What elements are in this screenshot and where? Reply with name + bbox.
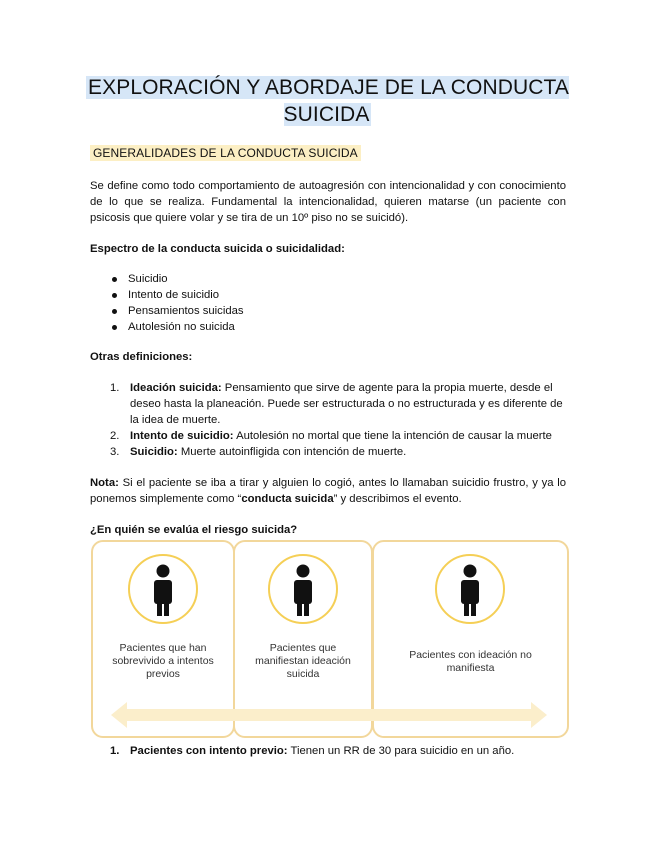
section-heading: GENERALIDADES DE LA CONDUCTA SUICIDA [90,145,361,161]
page-title [60,74,595,128]
person-icon [130,556,196,622]
bottom-list-item [90,743,514,759]
list-item: Autolesión no suicida [90,319,244,335]
person-circle [268,554,338,624]
list-item: Intento de suicidio [90,287,244,303]
risk-panel-label: Pacientes con ideación no manifiesta [409,649,532,674]
other-definitions-heading: Otras definiciones: [90,351,193,363]
definition-term: Suicidio: [130,446,178,458]
spectrum-list [90,271,244,335]
risk-panel-label: Pacientes que han sobrevivido a intentos previos [112,642,214,680]
risk-diagram [91,540,567,738]
note-paragraph [90,475,566,507]
definition-term: Intento de suicidio: [130,430,234,442]
list-item: Suicidio [90,271,244,287]
person-circle [128,554,198,624]
bottom-item-text: Tienen un RR de 30 para suicidio en un año. [287,745,515,757]
page-title-text: EXPLORACIÓN Y ABORDAJE DE LA CONDUCTA SUICIDA [88,76,569,126]
definition-text: Pensamiento que sirve de agente para la propia muerte, desde el deseo hasta la planeación. Puede ser estructurada o no estructurada y es diferente de la idea de muerte. [130,382,563,426]
definitions-list [90,380,566,460]
bottom-item-number: 1. [110,745,120,757]
person-icon [437,556,503,622]
bottom-item-term: Pacientes con intento previo: [130,745,288,757]
risk-panel-label: Pacientes que manifiestan ideación suicida [255,642,351,680]
definition-number: 1. [110,382,120,394]
note-text-before: Si el paciente se iba a tirar y alguien lo cogió, antes lo llamaban suicidio frustro, y ya lo ponemos simplemente como “ [90,477,566,505]
list-item: Pensamientos suicidas [90,303,244,319]
definition-number: 3. [110,446,120,458]
intro-paragraph: Se define como todo comportamiento de autoagresión con intencionalidad y con conocimiento de lo que se realiza. Fundamental la intencionalidad, quieren matarse (un paciente con psicosis que quiere volar y se tira de un 10º piso no se suicidó). [90,180,566,224]
note-text-after: ” y describimos el evento. [333,493,462,505]
definition-number: 2. [110,430,120,442]
definition-text: Muerte autoinfligida con intención de muerte. [177,446,407,458]
definition-item [90,428,566,444]
note-bold-text: conducta suicida [241,493,334,505]
double-arrow-icon [111,702,547,728]
person-circle [435,554,505,624]
definition-term: Ideación suicida: [130,382,222,394]
person-icon [270,556,336,622]
definition-item [90,444,566,460]
risk-question: ¿En quién se evalúa el riesgo suicida? [90,524,298,536]
note-label: Nota: [90,477,119,489]
definition-item [90,380,566,428]
spectrum-heading: Espectro de la conducta suicida o suicidalidad: [90,243,345,255]
definition-text: Autolesión no mortal que tiene la intención de causar la muerte [233,430,552,442]
